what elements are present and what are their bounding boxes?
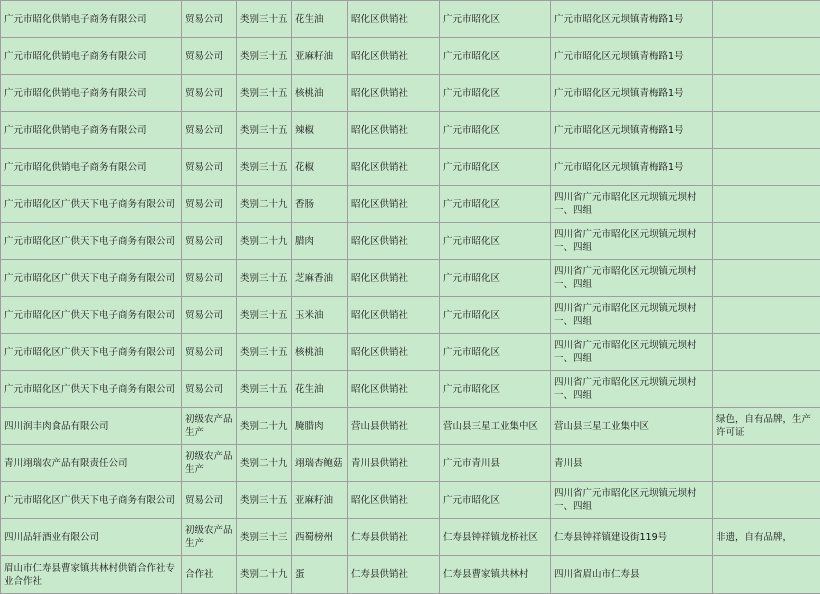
- company-cell[interactable]: 四川润丰肉食品有限公司: [1, 408, 182, 445]
- category-cell[interactable]: 类别三十五: [237, 260, 292, 297]
- type-cell[interactable]: 贸易公司: [182, 260, 237, 297]
- supervisor-cell[interactable]: 昭化区供销社: [348, 75, 440, 112]
- note-cell[interactable]: [713, 482, 820, 519]
- category-cell[interactable]: 类别三十五: [237, 149, 292, 186]
- supervisor-cell[interactable]: 昭化区供销社: [348, 260, 440, 297]
- category-cell[interactable]: 类别三十三: [237, 519, 292, 556]
- region-cell[interactable]: 广元市昭化区: [440, 371, 551, 408]
- table-row: [1, 112, 820, 149]
- category-cell[interactable]: 类别二十九: [237, 408, 292, 445]
- product-cell[interactable]: 亚麻籽油: [292, 38, 348, 75]
- product-cell[interactable]: 西蜀榜州: [292, 519, 348, 556]
- address-cell[interactable]: 四川省广元市昭化区元坝镇元坝村一、四组: [551, 260, 713, 297]
- address-cell[interactable]: 四川省广元市昭化区元坝镇元坝村一、四组: [551, 186, 713, 223]
- company-cell[interactable]: 广元市昭化供销电子商务有限公司: [1, 149, 182, 186]
- product-cell[interactable]: 玉米油: [292, 297, 348, 334]
- table-body: [1, 1, 820, 594]
- address-cell[interactable]: 四川省广元市昭化区元坝镇元坝村一、四组: [551, 482, 713, 519]
- type-cell[interactable]: 贸易公司: [182, 297, 237, 334]
- type-cell[interactable]: 贸易公司: [182, 38, 237, 75]
- note-cell[interactable]: [713, 223, 820, 260]
- category-cell[interactable]: 类别三十五: [237, 112, 292, 149]
- supervisor-cell[interactable]: 仁寿县供销社: [348, 556, 440, 594]
- region-cell[interactable]: 广元市昭化区: [440, 38, 551, 75]
- note-cell[interactable]: [713, 38, 820, 75]
- supervisor-cell[interactable]: 昭化区供销社: [348, 297, 440, 334]
- category-cell[interactable]: 类别二十九: [237, 556, 292, 594]
- region-cell[interactable]: 广元市昭化区: [440, 260, 551, 297]
- product-cell[interactable]: 芝麻香油: [292, 260, 348, 297]
- category-cell[interactable]: 类别三十五: [237, 75, 292, 112]
- region-cell[interactable]: 广元市昭化区: [440, 297, 551, 334]
- product-cell[interactable]: 腌腊肉: [292, 408, 348, 445]
- type-cell[interactable]: 初级农产品生产: [182, 445, 237, 482]
- table-row: [1, 334, 820, 371]
- table-row: [1, 223, 820, 260]
- note-cell[interactable]: [713, 112, 820, 149]
- note-cell[interactable]: [713, 445, 820, 482]
- supervisor-cell[interactable]: 青川县供销社: [348, 445, 440, 482]
- region-cell[interactable]: 广元市昭化区: [440, 112, 551, 149]
- product-cell[interactable]: 腊肉: [292, 223, 348, 260]
- address-cell[interactable]: 广元市昭化区元坝镇青梅路1号: [551, 1, 713, 38]
- table-row: [1, 186, 820, 223]
- region-cell[interactable]: 广元市青川县: [440, 445, 551, 482]
- region-cell[interactable]: 仁寿县钟祥镇龙桥社区: [440, 519, 551, 556]
- address-cell[interactable]: 四川省广元市昭化区元坝镇元坝村一、四组: [551, 297, 713, 334]
- table-row: [1, 371, 820, 408]
- region-cell[interactable]: 广元市昭化区: [440, 223, 551, 260]
- company-cell[interactable]: 广元市昭化供销电子商务有限公司: [1, 112, 182, 149]
- product-cell[interactable]: 核桃油: [292, 75, 348, 112]
- company-cell[interactable]: 广元市昭化供销电子商务有限公司: [1, 75, 182, 112]
- type-cell[interactable]: 初级农产品生产: [182, 408, 237, 445]
- supervisor-cell[interactable]: 仁寿县供销社: [348, 519, 440, 556]
- address-cell[interactable]: 广元市昭化区元坝镇青梅路1号: [551, 75, 713, 112]
- supervisor-cell[interactable]: 昭化区供销社: [348, 482, 440, 519]
- company-cell[interactable]: 广元市昭化区广供天下电子商务有限公司: [1, 334, 182, 371]
- region-cell[interactable]: 广元市昭化区: [440, 1, 551, 38]
- note-cell[interactable]: [713, 556, 820, 594]
- product-cell[interactable]: 翊瑞杏鲍菇: [292, 445, 348, 482]
- table-row: [1, 75, 820, 112]
- address-cell[interactable]: 青川县: [551, 445, 713, 482]
- address-cell[interactable]: 广元市昭化区元坝镇青梅路1号: [551, 112, 713, 149]
- category-cell[interactable]: 类别三十五: [237, 1, 292, 38]
- supervisor-cell[interactable]: 昭化区供销社: [348, 334, 440, 371]
- type-cell[interactable]: 贸易公司: [182, 112, 237, 149]
- supervisor-cell[interactable]: 昭化区供销社: [348, 1, 440, 38]
- note-cell[interactable]: [713, 260, 820, 297]
- type-cell[interactable]: 贸易公司: [182, 1, 237, 38]
- table-row: [1, 38, 820, 75]
- table-row: [1, 556, 820, 594]
- company-cell[interactable]: 四川品轩酒业有限公司: [1, 519, 182, 556]
- product-cell[interactable]: 香肠: [292, 186, 348, 223]
- table-row: [1, 445, 820, 482]
- product-cell[interactable]: 辣椒: [292, 112, 348, 149]
- category-cell[interactable]: 类别二十九: [237, 445, 292, 482]
- region-cell[interactable]: 营山县三星工业集中区: [440, 408, 551, 445]
- note-cell[interactable]: [713, 75, 820, 112]
- region-cell[interactable]: 广元市昭化区: [440, 334, 551, 371]
- table-row: [1, 149, 820, 186]
- company-cell[interactable]: 广元市昭化供销电子商务有限公司: [1, 38, 182, 75]
- supervisor-cell[interactable]: 昭化区供销社: [348, 223, 440, 260]
- category-cell[interactable]: 类别三十五: [237, 38, 292, 75]
- category-cell[interactable]: 类别三十五: [237, 334, 292, 371]
- company-cell[interactable]: 眉山市仁寿县曹家镇共林村供销合作社专业合作社: [1, 556, 182, 594]
- product-cell[interactable]: 亚麻籽油: [292, 482, 348, 519]
- supervisor-cell[interactable]: 昭化区供销社: [348, 38, 440, 75]
- note-cell[interactable]: [713, 149, 820, 186]
- company-cell[interactable]: 广元市昭化供销电子商务有限公司: [1, 1, 182, 38]
- supervisor-cell[interactable]: 昭化区供销社: [348, 186, 440, 223]
- type-cell[interactable]: 贸易公司: [182, 482, 237, 519]
- table-row: [1, 482, 820, 519]
- region-cell[interactable]: 广元市昭化区: [440, 186, 551, 223]
- table-row: [1, 260, 820, 297]
- type-cell[interactable]: 初级农产品生产: [182, 519, 237, 556]
- type-cell[interactable]: 贸易公司: [182, 75, 237, 112]
- note-cell[interactable]: [713, 334, 820, 371]
- table-row: [1, 408, 820, 445]
- region-cell[interactable]: 广元市昭化区: [440, 149, 551, 186]
- supervisor-cell[interactable]: 昭化区供销社: [348, 371, 440, 408]
- region-cell[interactable]: 广元市昭化区: [440, 482, 551, 519]
- type-cell[interactable]: 合作社: [182, 556, 237, 594]
- note-cell[interactable]: [713, 1, 820, 38]
- type-cell[interactable]: 贸易公司: [182, 334, 237, 371]
- product-cell[interactable]: 核桃油: [292, 334, 348, 371]
- note-cell[interactable]: [713, 297, 820, 334]
- type-cell[interactable]: 贸易公司: [182, 223, 237, 260]
- category-cell[interactable]: 类别三十五: [237, 297, 292, 334]
- note-cell[interactable]: [713, 371, 820, 408]
- product-cell[interactable]: 花生油: [292, 371, 348, 408]
- address-cell[interactable]: 四川省广元市昭化区元坝镇元坝村一、四组: [551, 223, 713, 260]
- region-cell[interactable]: 仁寿县曹家镇共林村: [440, 556, 551, 594]
- supervisor-cell[interactable]: 昭化区供销社: [348, 149, 440, 186]
- type-cell[interactable]: 贸易公司: [182, 149, 237, 186]
- table-row: [1, 1, 820, 38]
- address-cell[interactable]: 仁寿县钟祥镇建设街119号: [551, 519, 713, 556]
- address-cell[interactable]: 广元市昭化区元坝镇青梅路1号: [551, 38, 713, 75]
- note-cell[interactable]: 非遗，自有品牌，: [713, 519, 820, 556]
- company-cell[interactable]: 青川翊瑞农产品有限责任公司: [1, 445, 182, 482]
- address-cell[interactable]: 四川省广元市昭化区元坝镇元坝村一、四组: [551, 371, 713, 408]
- table-row: [1, 297, 820, 334]
- note-cell[interactable]: 绿色，自有品牌，生产许可证: [713, 408, 820, 445]
- address-cell[interactable]: 广元市昭化区元坝镇青梅路1号: [551, 149, 713, 186]
- company-cell[interactable]: 广元市昭化区广供天下电子商务有限公司: [1, 482, 182, 519]
- company-cell[interactable]: 广元市昭化区广供天下电子商务有限公司: [1, 223, 182, 260]
- category-cell[interactable]: 类别二十九: [237, 186, 292, 223]
- supervisor-cell[interactable]: 营山县供销社: [348, 408, 440, 445]
- address-cell[interactable]: 营山县三星工业集中区: [551, 408, 713, 445]
- note-cell[interactable]: [713, 186, 820, 223]
- type-cell[interactable]: 贸易公司: [182, 371, 237, 408]
- type-cell[interactable]: 贸易公司: [182, 186, 237, 223]
- product-cell[interactable]: 蛋: [292, 556, 348, 594]
- company-cell[interactable]: 广元市昭化区广供天下电子商务有限公司: [1, 186, 182, 223]
- supervisor-cell[interactable]: 昭化区供销社: [348, 112, 440, 149]
- company-cell[interactable]: 广元市昭化区广供天下电子商务有限公司: [1, 260, 182, 297]
- region-cell[interactable]: 广元市昭化区: [440, 75, 551, 112]
- table-row: [1, 519, 820, 556]
- company-cell[interactable]: 广元市昭化区广供天下电子商务有限公司: [1, 297, 182, 334]
- category-cell[interactable]: 类别三十五: [237, 371, 292, 408]
- category-cell[interactable]: 类别二十九: [237, 223, 292, 260]
- product-cell[interactable]: 花椒: [292, 149, 348, 186]
- address-cell[interactable]: 四川省眉山市仁寿县: [551, 556, 713, 594]
- product-cell[interactable]: 花生油: [292, 1, 348, 38]
- address-cell[interactable]: 四川省广元市昭化区元坝镇元坝村一、四组: [551, 334, 713, 371]
- company-cell[interactable]: 广元市昭化区广供天下电子商务有限公司: [1, 371, 182, 408]
- category-cell[interactable]: 类别三十五: [237, 482, 292, 519]
